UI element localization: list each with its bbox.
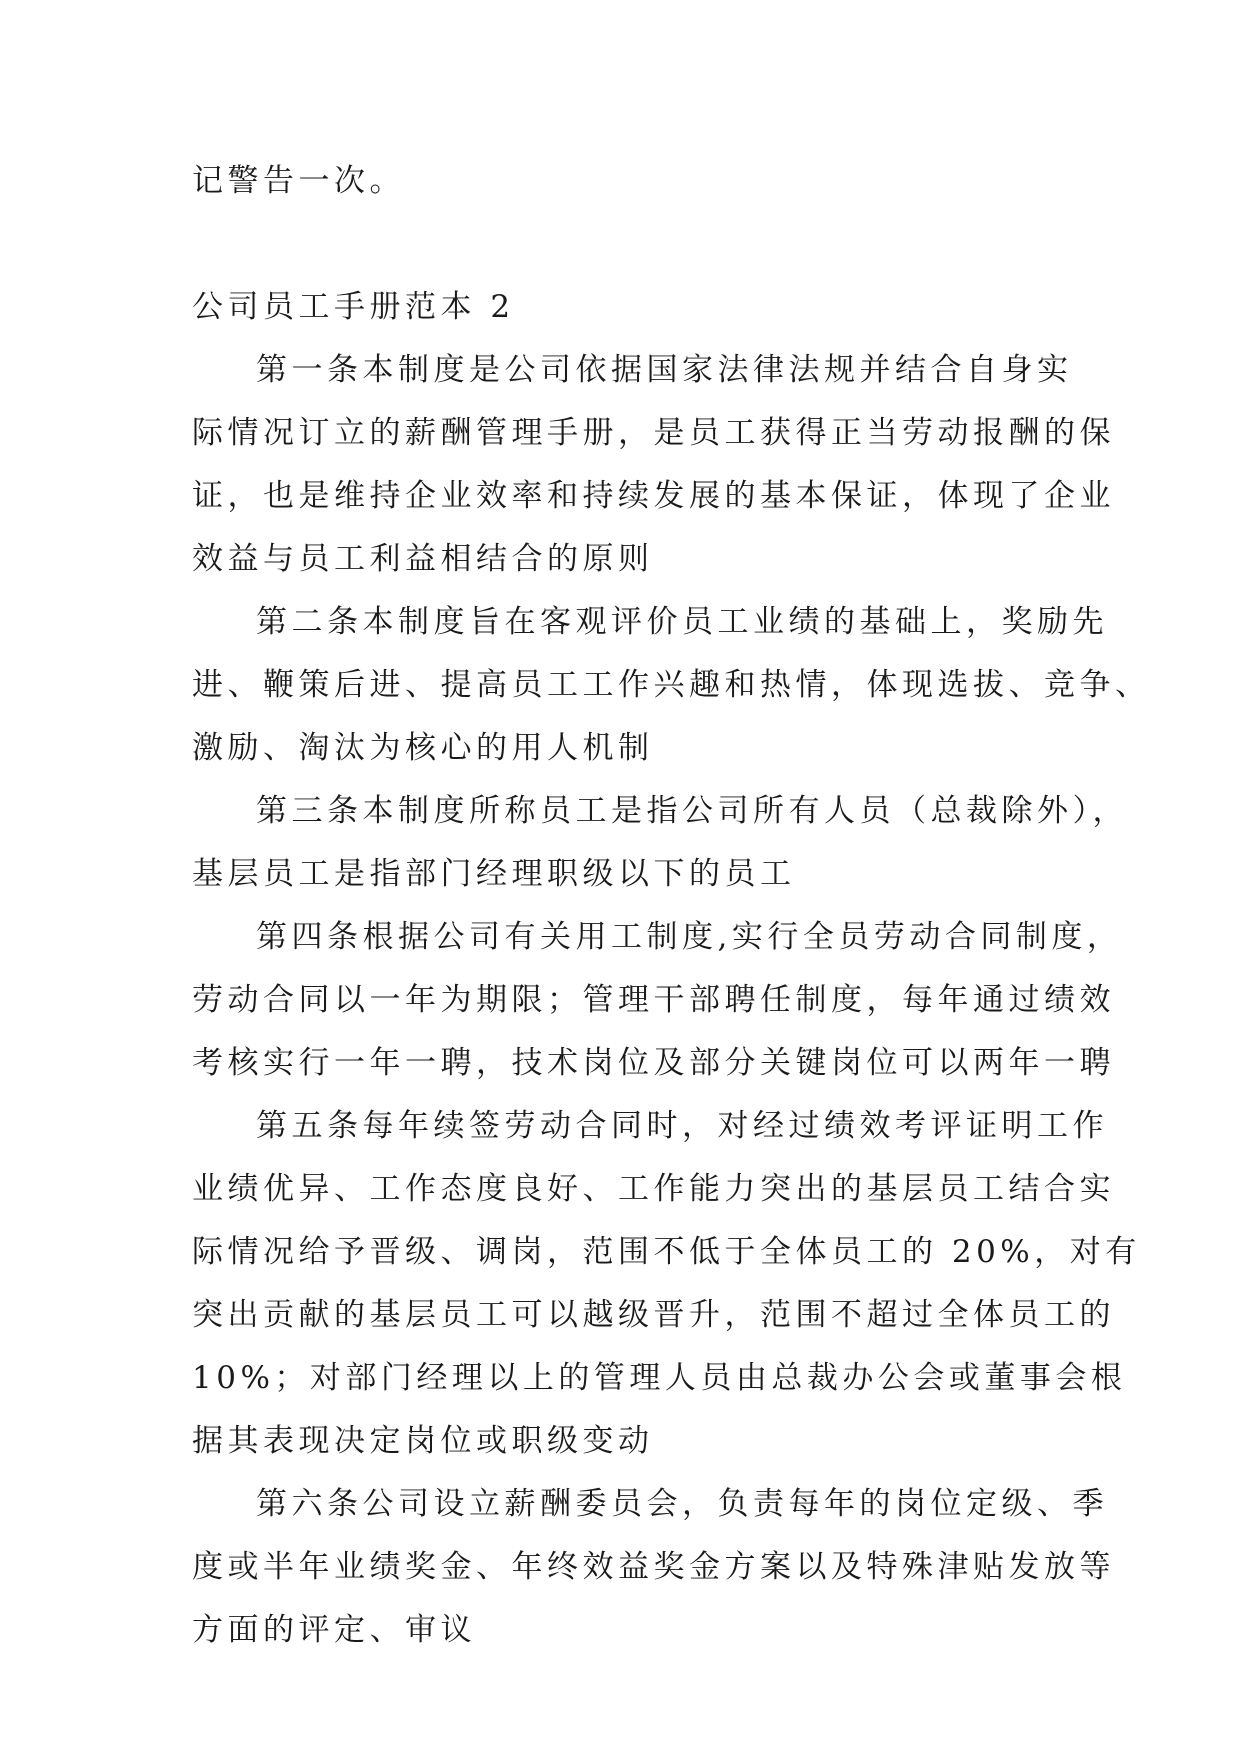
paragraph-article-2 — [192, 591, 1151, 780]
paragraph-line: 业绩优异、工作态度良好、工作能力突出的基层员工结合实 — [192, 1171, 1115, 1207]
paragraph-article-3 — [192, 780, 1128, 906]
paragraph-article-5 — [192, 1095, 1141, 1473]
paragraph-line: 证，也是维持企业效率和持续发展的基本保证，体现了企业 — [192, 478, 1115, 514]
paragraph-line: 际情况订立的薪酬管理手册，是员工获得正当劳动报酬的保 — [192, 415, 1115, 451]
paragraph-line: 第六条公司设立薪酬委员会，负责每年的岗位定级、季 — [256, 1486, 1108, 1522]
paragraph-line: 第四条根据公司有关用工制度,实行全员劳动合同制度， — [256, 919, 1123, 955]
paragraph-line: 度或半年业绩奖金、年终效益奖金方案以及特殊津贴发放等 — [192, 1549, 1115, 1585]
paragraph-line: 第二条本制度旨在客观评价员工业绩的基础上，奖励先 — [256, 604, 1108, 640]
paragraph-line: 第五条每年续签劳动合同时，对经过绩效考评证明工作 — [256, 1108, 1108, 1144]
paragraph-line: 方面的评定、审议 — [192, 1612, 476, 1648]
section-spacer — [192, 213, 1054, 276]
paragraph-line: 劳动合同以一年为期限；管理干部聘任制度，每年通过绩效 — [192, 982, 1115, 1018]
paragraph-line: 据其表现决定岗位或职级变动 — [192, 1423, 654, 1459]
paragraph-line: 激励、淘汰为核心的用人机制 — [192, 730, 654, 766]
paragraph-line: 效益与员工利益相结合的原则 — [192, 541, 654, 577]
paragraph-line: 第一条本制度是公司依据国家法律法规并结合自身实 — [256, 352, 1073, 388]
paragraph-line: 基层员工是指部门经理职级以下的员工 — [192, 856, 796, 892]
carryover-line: 记警告一次。 — [192, 163, 405, 199]
paragraph-line: 10%；对部门经理以上的管理人员由总裁办公会或董事会根 — [192, 1360, 1127, 1396]
document-body — [192, 150, 1151, 1662]
paragraph-line: 考核实行一年一聘，技术岗位及部分关键岗位可以两年一聘 — [192, 1045, 1115, 1081]
paragraph-line: 际情况给予晋级、调岗，范围不低于全体员工的 20%，对有 — [192, 1234, 1141, 1270]
section-title: 公司员工手册范本 2 — [192, 289, 515, 325]
paragraph-line: 突出贡献的基层员工可以越级晋升，范围不超过全体员工的 — [192, 1297, 1115, 1333]
paragraph-article-4 — [192, 906, 1123, 1095]
paragraph-article-1 — [192, 339, 1115, 591]
paragraph-line: 进、鞭策后进、提高员工工作兴趣和热情，体现选拔、竞争、 — [192, 667, 1151, 703]
paragraph-line: 第三条本制度所称员工是指公司所有人员（总裁除外）， — [256, 793, 1128, 829]
paragraph-article-6 — [192, 1473, 1115, 1662]
